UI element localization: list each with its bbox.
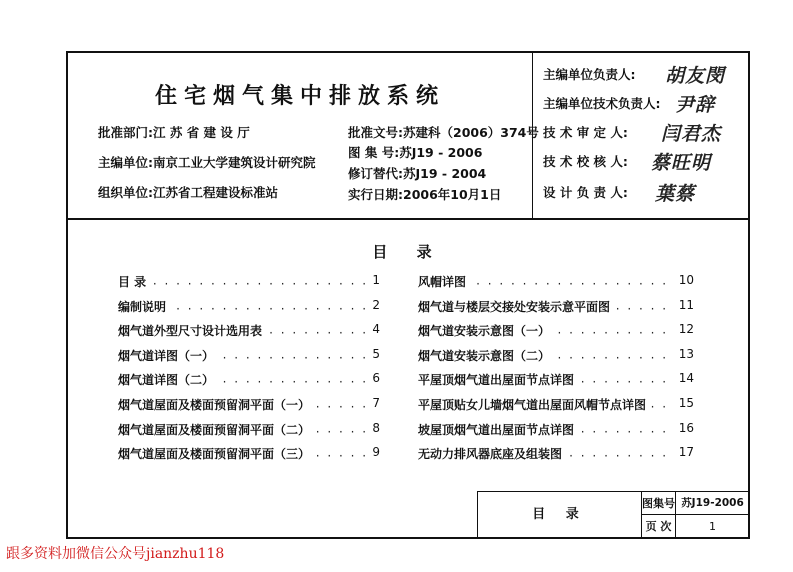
info-label: 图 集 号:	[348, 145, 400, 160]
header-info-panel	[68, 53, 539, 218]
toc-heading: 目 录	[372, 243, 444, 261]
toc-entry-title: 目 录	[118, 273, 150, 290]
toc-entry-title: 风帽详图	[418, 273, 470, 290]
toc-entry[interactable]	[418, 445, 694, 470]
toc-entry-page: 1	[368, 273, 380, 287]
handwritten-signature: 葉蔡	[655, 183, 696, 205]
toc-entry-title: 烟气道详图（二）	[118, 371, 218, 388]
toc-entry-title: 坡屋顶烟气道出屋面节点详图	[418, 421, 578, 438]
toc-entry-page: 6	[368, 371, 380, 385]
toc-entry[interactable]	[418, 322, 694, 347]
toc-entry[interactable]	[118, 421, 380, 446]
info-label: 主编单位:	[98, 155, 153, 170]
sheet-header	[68, 53, 748, 220]
drawing-sheet	[66, 51, 750, 539]
toc-entry[interactable]	[118, 273, 380, 298]
toc-left-column	[118, 273, 380, 470]
info-label: 实行日期:	[348, 187, 403, 202]
toc-entry[interactable]	[118, 445, 380, 470]
title-block	[477, 491, 749, 538]
toc-entry-page: 2	[368, 298, 380, 312]
toc-entry[interactable]	[418, 347, 694, 372]
title-block-name: 目 录	[478, 492, 642, 538]
toc-entry-page: 5	[368, 347, 380, 361]
info-label: 批准部门:	[98, 125, 153, 140]
toc-entry-title: 烟气道屋面及楼面预留洞平面（三）	[118, 445, 314, 462]
toc-entry-page: 8	[368, 421, 380, 435]
toc-entry-title: 平屋顶烟气道出屋面节点详图	[418, 371, 578, 388]
atlas-number-label: 图集号	[642, 492, 676, 515]
toc-entry[interactable]	[418, 273, 694, 298]
toc-entry-page: 4	[368, 322, 380, 336]
signature-label: 主编单位负责人:	[543, 67, 636, 82]
info-value: 2006年10月1日	[403, 187, 502, 202]
info-label: 组织单位:	[98, 185, 153, 200]
info-value: 南京工业大学建筑设计研究院	[153, 155, 316, 170]
toc-entry-page: 15	[675, 396, 694, 410]
toc-entry-title: 烟气道安装示意图（一）	[418, 322, 554, 339]
toc-entry-page: 14	[675, 371, 694, 385]
toc-entry-title: 烟气道屋面及楼面预留洞平面（一）	[118, 396, 314, 413]
handwritten-signature: 尹辞	[675, 94, 716, 116]
atlas-number-value: 苏J19-2006	[676, 492, 749, 515]
info-value: 苏建科（2006）374号	[403, 125, 539, 140]
toc-entry-title: 烟气道安装示意图（二）	[418, 347, 554, 364]
page-number-label: 页 次	[642, 515, 676, 538]
approval-number	[348, 123, 539, 141]
signature-label: 技 术 校 核 人:	[543, 154, 628, 169]
toc-right-column	[418, 273, 694, 470]
promo-watermark-text: 跟多资料加微信公众号jianzhu118	[6, 546, 225, 562]
toc-entry-page: 11	[675, 298, 694, 312]
info-label: 修订替代:	[348, 166, 403, 181]
info-label: 批准文号:	[348, 125, 403, 140]
toc-entry-title: 烟气道屋面及楼面预留洞平面（二）	[118, 421, 314, 438]
toc-entry[interactable]	[118, 371, 380, 396]
info-value: 江 苏 省 建 设 厅	[153, 125, 250, 140]
toc-entry[interactable]	[118, 322, 380, 347]
toc-entry[interactable]	[118, 396, 380, 421]
toc-entry-title: 烟气道与楼层交接处安装示意平面图	[418, 298, 614, 315]
revision-replaces	[348, 164, 486, 182]
toc-entry-title: 平屋顶贴女儿墙烟气道出屋面风帽节点详图	[418, 396, 650, 413]
signature-label: 技 术 审 定 人:	[543, 125, 628, 140]
toc-entry[interactable]	[418, 421, 694, 446]
toc-entry-page: 16	[675, 421, 694, 435]
info-value: 苏J19 - 2006	[399, 145, 483, 160]
atlas-number	[348, 143, 482, 161]
info-value: 苏J19 - 2004	[403, 166, 487, 181]
toc-entry-title: 烟气道详图（一）	[118, 347, 218, 364]
signature-label: 主编单位技术负责人:	[543, 96, 661, 111]
toc-entry-title: 编制说明	[118, 298, 170, 315]
toc-entry-page: 10	[675, 273, 694, 287]
toc-entry-title: 烟气道外型尺寸设计选用表	[118, 322, 266, 339]
toc-entry-page: 7	[368, 396, 380, 410]
toc-entry[interactable]	[118, 347, 380, 372]
handwritten-signature: 闫君杰	[661, 123, 722, 145]
organizing-unit	[98, 183, 278, 201]
signature-label: 设 计 负 责 人:	[543, 185, 628, 200]
toc-entry-page: 12	[675, 322, 694, 336]
toc-entry[interactable]	[418, 371, 694, 396]
info-value: 江苏省工程建设标准站	[153, 185, 279, 200]
handwritten-signature: 蔡旺明	[651, 152, 712, 174]
approval-department	[98, 123, 250, 141]
effective-date	[348, 185, 501, 203]
signature-panel	[532, 53, 749, 218]
toc-entry[interactable]	[118, 298, 380, 323]
toc-entry[interactable]	[418, 396, 694, 421]
toc-entry-title: 无动力排风器底座及组装图	[418, 445, 566, 462]
toc-entry-page: 13	[675, 347, 694, 361]
toc-entry-page: 17	[675, 445, 694, 459]
handwritten-signature: 胡友閔	[665, 65, 726, 87]
page-number-value: 1	[709, 520, 716, 533]
chief-editor-unit	[98, 153, 316, 171]
toc-entry-page: 9	[368, 445, 380, 459]
atlas-title: 住宅烟气集中排放系统	[154, 84, 445, 109]
toc-entry[interactable]	[418, 298, 694, 323]
